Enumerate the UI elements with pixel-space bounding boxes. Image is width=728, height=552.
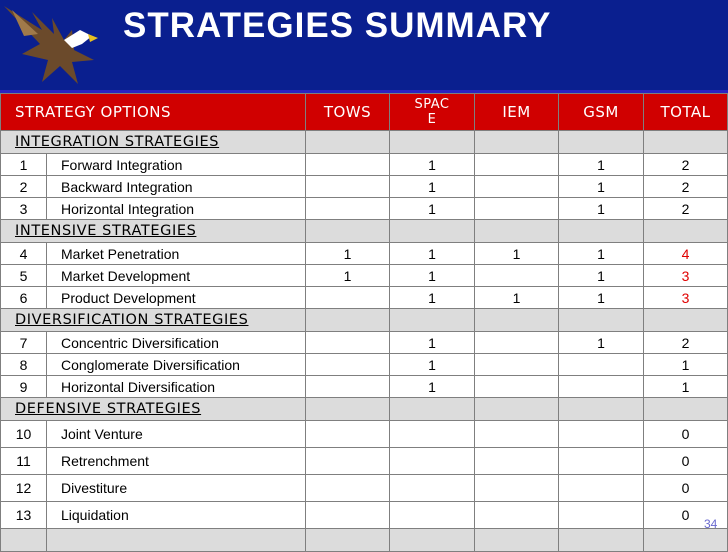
table-row: 13 Liquidation 0 <box>1 502 728 529</box>
header-iem: IEM <box>475 94 559 131</box>
header-space <box>390 94 475 131</box>
table-row: 2 Backward Integration 1 1 2 <box>1 176 728 198</box>
table-footer-row <box>1 529 728 552</box>
section-intensive: INTENSIVE STRATEGIES <box>1 220 306 243</box>
table-row: 12 Divestiture 0 <box>1 475 728 502</box>
section-row <box>1 309 728 332</box>
page-number: 34 <box>704 517 718 531</box>
table-row: 4 Market Penetration 1 1 1 1 4 <box>1 243 728 265</box>
section-integration: INTEGRATION STRATEGIES <box>1 131 306 154</box>
table-row: 6 Product Development 1 1 1 3 <box>1 287 728 309</box>
section-row <box>1 131 728 154</box>
table-row: 10 Joint Venture 0 <box>1 421 728 448</box>
table-row: 7 Concentric Diversification 1 1 2 <box>1 332 728 354</box>
eagle-logo-icon <box>2 0 100 88</box>
section-row <box>1 398 728 421</box>
page-title: STRATEGIES SUMMARY <box>123 6 552 45</box>
table-row: 9 Horizontal Diversification 1 1 <box>1 376 728 398</box>
table-row: 11 Retrenchment 0 <box>1 448 728 475</box>
table-row: 8 Conglomerate Diversification 1 1 <box>1 354 728 376</box>
total-highlight: 3 <box>644 287 728 309</box>
table-row: 3 Horizontal Integration 1 1 2 <box>1 198 728 220</box>
total-highlight: 4 <box>644 243 728 265</box>
section-row <box>1 220 728 243</box>
header-gsm: GSM <box>559 94 644 131</box>
table-row: 5 Market Development 1 1 1 3 <box>1 265 728 287</box>
header-space-label: SPACE <box>414 97 450 127</box>
table-header-row <box>1 94 728 131</box>
table-row: 1 Forward Integration 1 1 2 <box>1 154 728 176</box>
header-strategy-options: STRATEGY OPTIONS <box>1 94 306 131</box>
header-total: TOTAL <box>644 94 728 131</box>
strategies-table <box>0 93 728 552</box>
total-highlight: 3 <box>644 265 728 287</box>
section-defensive: DEFENSIVE STRATEGIES <box>1 398 306 421</box>
title-banner <box>0 0 728 90</box>
section-diversification: DIVERSIFICATION STRATEGIES <box>1 309 306 332</box>
header-tows: TOWS <box>306 94 390 131</box>
